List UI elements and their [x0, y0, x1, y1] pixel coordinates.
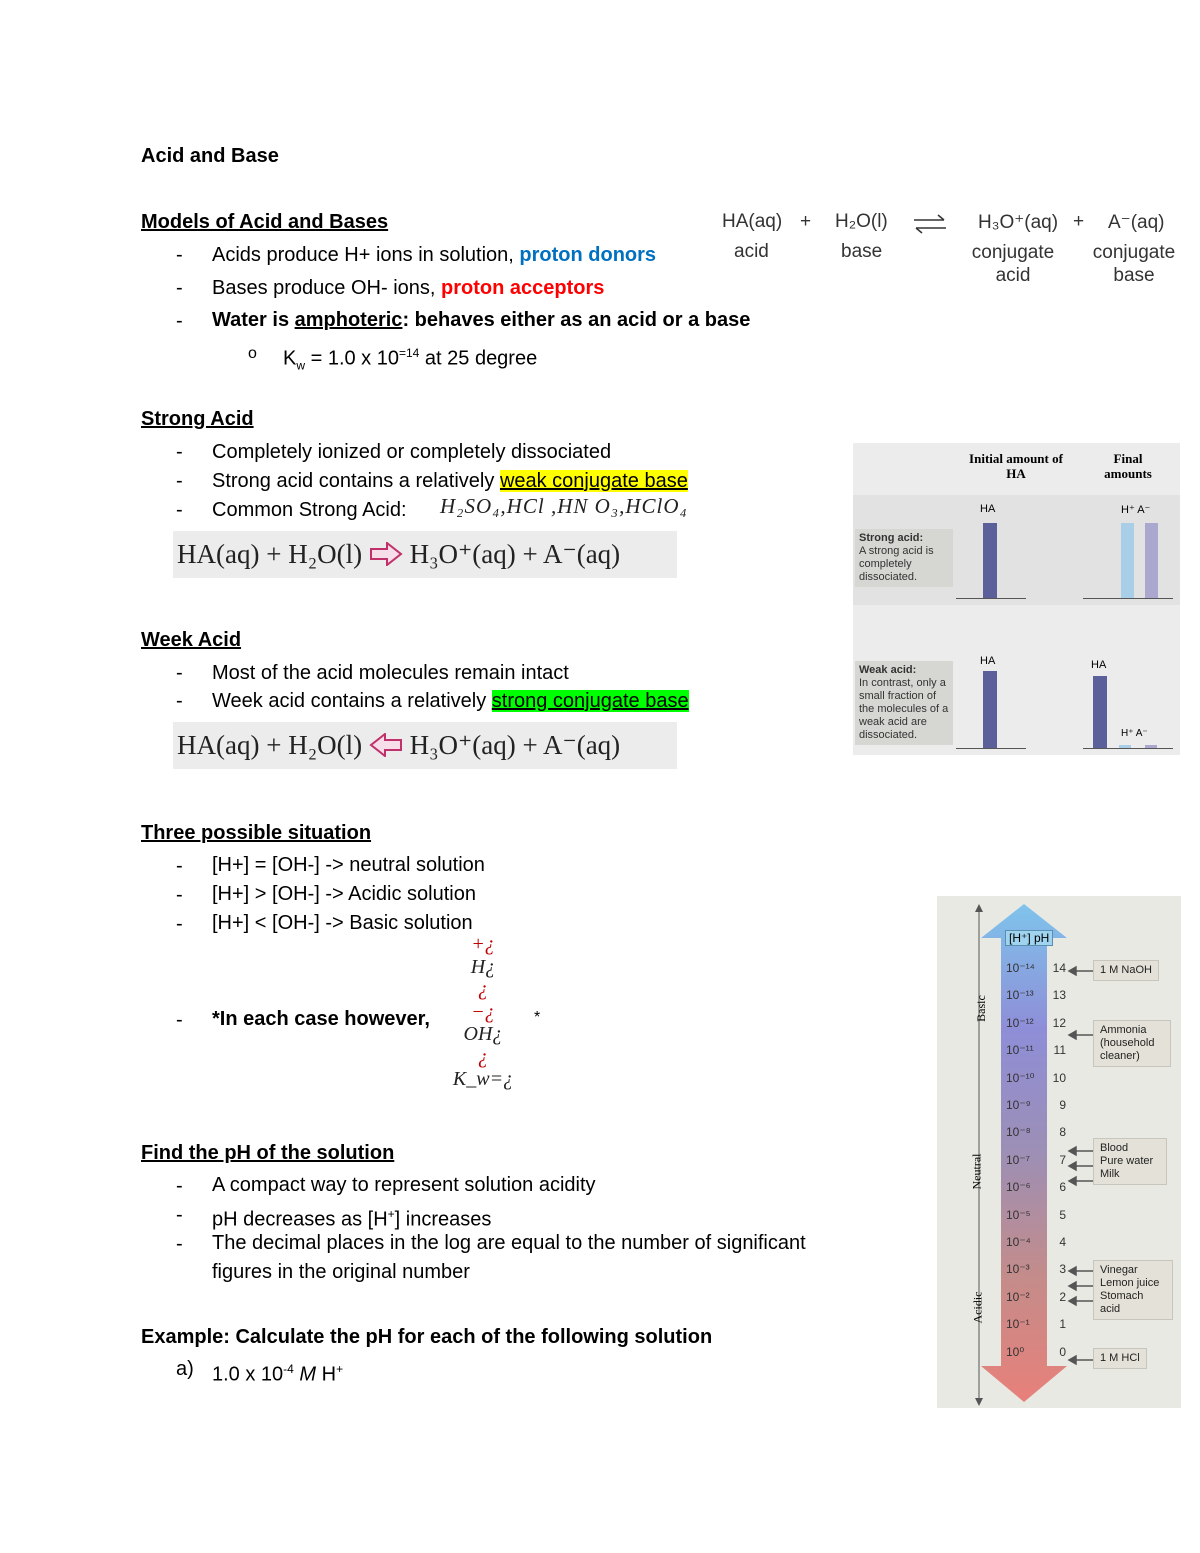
strong-eq-lhs: HA(aq) + H₂O(l)	[177, 539, 363, 569]
strong-final-label: H⁺ A⁻	[1121, 504, 1151, 516]
models-bullet-3	[212, 308, 750, 332]
strong-acid-heading: Strong Acid	[141, 408, 254, 430]
ph-row-value: 10	[1052, 1070, 1066, 1085]
example-a	[212, 1357, 343, 1387]
ph-row-concentration: 10⁻²	[1006, 1289, 1030, 1304]
kw-value: = 1.0 x 10	[310, 347, 399, 370]
strong-callout-label: Strong acid:	[859, 532, 924, 544]
situation-3: [H+] < [OH-] -> Basic solution	[212, 912, 473, 934]
ph-row-value: 2	[1059, 1289, 1066, 1304]
ph-row-concentration: 10⁻⁴	[1006, 1235, 1031, 1249]
ph-row	[1006, 1125, 1066, 1139]
label-naoh: 1 M NaOH	[1093, 960, 1159, 981]
label-acid: acid	[734, 241, 769, 262]
ph-bullet-2-pre: pH decreases as [H	[212, 1208, 388, 1231]
ph-row-value: 12	[1052, 1015, 1066, 1030]
amphoteric-post: : behaves either as an acid or a base	[402, 309, 751, 331]
kw-line: $K_w = 1.0$ x $10^{=14}$ at 25 degree	[283, 346, 538, 373]
ph-row	[1006, 1098, 1066, 1112]
strong-bullet-2	[212, 469, 688, 493]
bullet-dash: -	[176, 244, 183, 266]
strong-bullet-2-text: Strong acid contains a relatively	[212, 470, 500, 492]
strong-a-bar	[1145, 523, 1158, 598]
strong-acid-equation	[173, 531, 677, 578]
eq-a: A⁻(aq)	[1108, 212, 1165, 233]
situation-4: *In each case however,	[212, 1008, 430, 1030]
proton-acceptors-text: proton acceptors	[441, 277, 605, 299]
ph-row	[1006, 1153, 1066, 1167]
axis-neutral: Neutral	[969, 1153, 984, 1190]
ph-row	[1006, 1345, 1066, 1359]
label-lemon: Lemon juice	[1100, 1277, 1160, 1289]
ph-bullet-1: A compact way to represent solution acidity	[212, 1174, 596, 1196]
ph-row-value: 1	[1059, 1317, 1066, 1332]
weak-final-ha-label: HA	[1091, 659, 1107, 671]
situation-1: [H+] = [OH-] -> neutral solution	[212, 854, 485, 876]
eq-line: OH¿	[463, 1023, 503, 1045]
ph-row	[1006, 1071, 1066, 1085]
bullet-dash: -	[176, 1204, 183, 1226]
weak-callout	[855, 661, 953, 745]
bullet-dash: -	[176, 1175, 183, 1197]
weak-conjugate-base-highlight: weak conjugate base	[499, 470, 688, 492]
ph-row-value: 9	[1059, 1098, 1066, 1112]
ph-row-concentration: 10⁻⁵	[1006, 1207, 1031, 1222]
eq-plus-2: +	[1073, 211, 1085, 232]
kw-exponent: =14	[398, 346, 420, 360]
ph-row-value: 11	[1053, 1043, 1066, 1058]
weak-bullet-1: Most of the acid molecules remain intact	[212, 662, 569, 684]
ph-row-value: 8	[1059, 1125, 1066, 1140]
weak-acid-heading: Week Acid	[141, 629, 242, 651]
ph-bullet-2-sup: +	[387, 1207, 395, 1221]
ph-row-value: 0	[1059, 1344, 1066, 1359]
ph-row-value: 14	[1052, 961, 1066, 975]
label-ammonia: Ammonia (household cleaner)	[1093, 1020, 1171, 1067]
bullet-dash: -	[176, 1233, 183, 1255]
label-conjugate-acid: conjugate acid	[971, 242, 1055, 286]
ph-row	[1006, 1290, 1066, 1304]
ph-row	[1006, 961, 1066, 975]
ph-row	[1006, 1262, 1066, 1276]
label-base: base	[841, 241, 883, 262]
bullet-dash: -	[176, 441, 183, 463]
equilibrium-arrows-icon	[912, 214, 948, 234]
right-arrow-icon	[369, 542, 403, 566]
weak-initial-baseline	[956, 748, 1026, 749]
weak-final-ha-bar	[1093, 676, 1107, 748]
eq-line: ¿	[478, 978, 488, 1000]
bullet-dash: -	[176, 277, 183, 299]
label-vinegar: Vinegar	[1100, 1264, 1138, 1276]
eq-ha: HA(aq)	[722, 211, 783, 232]
bullet-dash: -	[176, 470, 183, 492]
weak-final-baseline	[1083, 748, 1173, 749]
ph-row-value: 7	[1059, 1152, 1066, 1167]
weak-callout-label: Weak acid:	[859, 664, 917, 676]
example-a-ion: H	[321, 1363, 337, 1386]
example-heading: Example: Calculate the pH for each of the following solution	[141, 1326, 713, 1348]
kw-broken-equation	[448, 933, 518, 1091]
weak-bullet-2	[212, 689, 689, 713]
ph-row	[1006, 1016, 1066, 1030]
strong-ha-bar	[983, 523, 997, 598]
amphoteric-word: amphoteric	[294, 309, 403, 331]
ph-bullet-2-post: ] increases	[394, 1208, 492, 1231]
eq-line: H¿	[470, 955, 496, 978]
ph-row-concentration: 10⁻⁸	[1006, 1125, 1031, 1140]
proton-donors-text: proton donors	[519, 244, 657, 266]
strong-bullet-3: Common Strong Acid:	[212, 499, 407, 521]
eq-line: +¿	[471, 933, 495, 955]
ph-scale-header: [H⁺] pH	[1005, 930, 1053, 946]
eq-h2o: H₂O(l)	[835, 211, 888, 232]
example-a-charge: +	[336, 1362, 344, 1376]
weak-ha-label: HA	[980, 655, 996, 667]
eq-line: K_w=¿	[452, 1068, 514, 1090]
situation-2: [H+] > [OH-] -> Acidic solution	[212, 883, 476, 905]
initial-header: Initial amount of HA	[969, 451, 1063, 481]
ph-row-concentration: 10⁻⁹	[1006, 1098, 1031, 1112]
bullet-dash: -	[176, 310, 183, 332]
example-a-label: a)	[176, 1358, 194, 1380]
ph-row	[1006, 988, 1066, 1002]
axis-acidic: Acidic	[970, 1291, 985, 1324]
bullet-dash: -	[176, 499, 183, 521]
ph-row-concentration: 10⁻⁷	[1006, 1152, 1031, 1167]
ph-row-concentration: 10⁻¹¹	[1006, 1043, 1034, 1058]
label-water: Pure water	[1100, 1155, 1154, 1167]
star-mark: *	[534, 1009, 541, 1026]
example-a-unit: M	[299, 1363, 317, 1386]
weak-ha-bar	[983, 671, 997, 748]
strong-bullet-1: Completely ionized or completely dissociated	[212, 441, 612, 463]
strong-final-baseline	[1083, 598, 1173, 599]
example-a-exponent: -4	[283, 1362, 294, 1376]
page-title: Acid and Base	[141, 145, 279, 167]
strong-initial-baseline	[956, 598, 1026, 599]
weak-acid-equation	[173, 722, 677, 769]
bullet-dash: -	[176, 884, 183, 906]
label-conjugate-base: conjugate base	[1092, 242, 1176, 286]
weak-eq-lhs: HA(aq) + H₂O(l)	[177, 730, 363, 760]
label-milk: Milk	[1100, 1168, 1120, 1180]
ph-row-concentration: 10⁰	[1006, 1344, 1025, 1359]
bullet-dash: -	[176, 855, 183, 877]
label-stomach: Stomach acid	[1100, 1290, 1144, 1315]
weak-eq-rhs: H₃O⁺(aq) + A⁻(aq)	[409, 730, 621, 760]
strong-h-bar	[1121, 523, 1134, 598]
strong-ha-label: HA	[980, 503, 996, 515]
models-bullet-1-text: Acids produce H+ ions in solution,	[212, 244, 520, 266]
ph-heading: Find the pH of the solution	[141, 1142, 395, 1164]
ph-row-concentration: 10⁻¹²	[1006, 1015, 1034, 1030]
kw-post: at 25 degree	[419, 347, 538, 370]
ph-row	[1006, 1208, 1066, 1222]
sub-bullet: o	[248, 345, 257, 362]
ph-row-concentration: 10⁻¹	[1006, 1317, 1030, 1332]
left-arrow-icon	[369, 733, 403, 757]
ph-row	[1006, 1180, 1066, 1194]
weak-final-ions-label: H⁺ A⁻	[1121, 728, 1148, 739]
ph-row-concentration: 10⁻¹⁰	[1006, 1070, 1035, 1085]
label-hcl: 1 M HCl	[1093, 1348, 1147, 1369]
ph-row-value: 13	[1052, 988, 1066, 1003]
bullet-dash: -	[176, 1009, 183, 1031]
dissociation-figure	[853, 443, 1180, 755]
ph-bullet-3-line-1: The decimal places in the log are equal to the number of significant	[212, 1232, 806, 1254]
ph-row-value: 4	[1059, 1235, 1066, 1249]
label-blood: Blood	[1100, 1142, 1129, 1154]
eq-line: −¿	[471, 1000, 495, 1023]
strong-callout-text: A strong acid is completely dissociated.	[859, 545, 934, 583]
final-header: Final amounts	[1104, 451, 1152, 481]
models-bullet-2-text: Bases produce OH- ions,	[212, 277, 441, 299]
models-bullet-2	[212, 276, 604, 300]
weak-callout-text: In contrast, only a small fraction of the molecules of a weak acid are dissociated.	[859, 677, 949, 741]
bullet-dash: -	[176, 662, 183, 684]
ph-bullet-2	[212, 1202, 491, 1232]
strong-conjugate-base-highlight: strong conjugate base	[491, 690, 689, 712]
amphoteric-pre: Water is	[212, 309, 295, 331]
bullet-dash: -	[176, 690, 183, 712]
ph-row	[1006, 1043, 1066, 1057]
eq-h3o: H₃O⁺(aq)	[978, 212, 1059, 233]
ph-row-value: 3	[1059, 1262, 1066, 1277]
strong-eq-rhs: H₃O⁺(aq) + A⁻(aq)	[409, 539, 621, 569]
strong-acid-formulas: H₂SO₄,HCl ,HN O₃,HClO₄	[440, 494, 688, 518]
pointer-arrows-icon	[1067, 896, 1095, 1408]
ph-row-concentration: 10⁻¹³	[1006, 988, 1034, 1003]
ph-bullet-3-line-2: figures in the original number	[212, 1261, 470, 1283]
bullet-dash: -	[176, 913, 183, 935]
eq-line: ¿	[478, 1045, 488, 1068]
weak-bullet-2-text: Week acid contains a relatively	[212, 690, 492, 712]
models-heading: Models of Acid and Bases	[141, 211, 389, 233]
ph-row-concentration: 10⁻³	[1006, 1262, 1030, 1277]
eq-plus-1: +	[800, 211, 812, 232]
situations-heading: Three possible situation	[141, 822, 372, 844]
axis-basic: Basic	[973, 995, 988, 1022]
ph-row-value: 6	[1059, 1180, 1066, 1195]
ph-row-concentration: 10⁻¹⁴	[1006, 961, 1035, 975]
example-a-value: 1.0 x 10	[212, 1363, 284, 1386]
ph-row	[1006, 1317, 1066, 1331]
label-neutral-group	[1093, 1138, 1167, 1185]
ph-row	[1006, 1235, 1066, 1249]
strong-callout	[855, 529, 953, 587]
ph-row-concentration: 10⁻⁶	[1006, 1180, 1031, 1195]
label-acid-group	[1093, 1260, 1173, 1320]
ph-row-value: 5	[1059, 1207, 1066, 1222]
models-bullet-1	[212, 243, 656, 267]
